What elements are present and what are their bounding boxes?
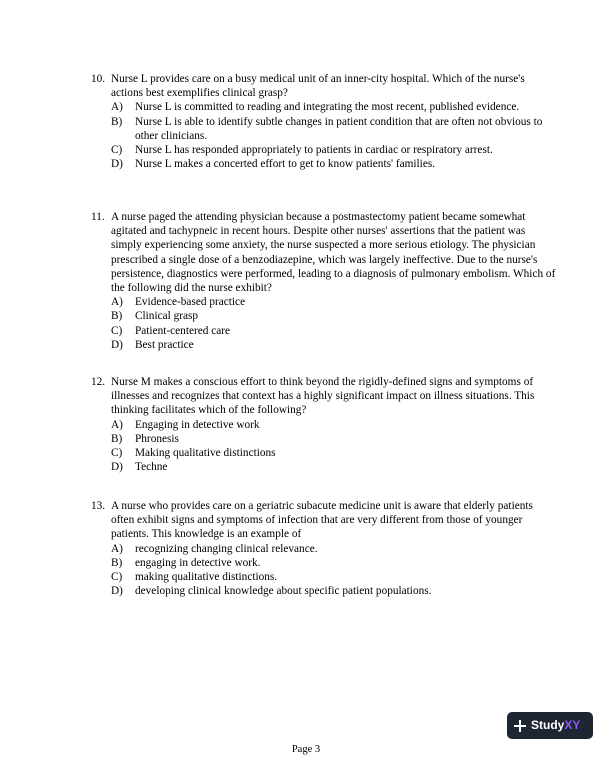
option-text: Best practice (135, 338, 194, 351)
option-text: developing clinical knowledge about specific patient populations. (135, 585, 432, 598)
question-text: Nurse L provides care on a busy medical unit of an inner-city hospital. Which of the nurse's actions best exemplifies clinical grasp? (111, 73, 525, 100)
option-letter: A) (111, 418, 123, 431)
question-number: 13. (91, 500, 106, 512)
question-text: A nurse who provides care on a geriatric subacute medicine unit is aware that elderly patients often exhibit signs and symptoms of infection that are very different from those of younger patients. This knowledge is an example of (111, 500, 533, 541)
option-text: Engaging in detective work (135, 418, 260, 431)
question-stem (91, 375, 556, 418)
question-11 (91, 210, 556, 352)
option-text: Techne (135, 461, 168, 474)
answer-options (91, 542, 556, 599)
option-letter: D) (111, 338, 123, 351)
option-text: Nurse L has responded appropriately to patients in cardiac or respiratory arrest. (135, 144, 493, 157)
answer-option-b (91, 556, 556, 570)
option-text: Nurse L is able to identify subtle changes in patient condition that are often not obvious to other clinicians. (135, 115, 543, 142)
answer-option-c (91, 324, 556, 338)
question-10 (91, 72, 556, 171)
answer-option-a (91, 100, 556, 114)
answer-option-d (91, 460, 556, 474)
question-13 (91, 499, 556, 598)
studyxy-logo[interactable] (507, 712, 593, 739)
option-letter: A) (111, 296, 123, 309)
plus-icon (514, 720, 526, 732)
option-letter: B) (111, 310, 123, 323)
option-letter: C) (111, 447, 123, 460)
option-letter: C) (111, 571, 123, 584)
question-stem (91, 210, 556, 295)
option-letter: D) (111, 158, 123, 171)
option-text: Nurse L is committed to reading and integrating the most recent, published evidence. (135, 101, 520, 114)
answer-option-c (91, 570, 556, 584)
answer-option-d (91, 338, 556, 352)
question-text: Nurse M makes a conscious effort to think beyond the rigidly-defined signs and symptoms of illnesses and recognizes that context has a highly significant impact on illness situations. This thinking facilitates which of the following? (111, 376, 535, 417)
answer-option-a (91, 418, 556, 432)
option-text: Evidence-based practice (135, 296, 246, 309)
option-text: Clinical grasp (135, 310, 199, 323)
logo-suffix: XY (564, 718, 581, 733)
option-text: recognizing changing clinical relevance. (135, 542, 318, 555)
answer-option-c (91, 143, 556, 157)
answer-option-a (91, 542, 556, 556)
option-text: Making qualitative distinctions (135, 447, 276, 460)
option-letter: C) (111, 324, 123, 337)
question-number: 12. (91, 376, 106, 388)
option-letter: B) (111, 556, 123, 569)
answer-option-b (91, 115, 556, 143)
option-letter: D) (111, 461, 123, 474)
question-stem (91, 72, 556, 100)
question-stem (91, 499, 556, 542)
question-12 (91, 375, 556, 474)
logo-prefix: Study (531, 718, 565, 733)
option-text: Patient-centered care (135, 324, 231, 337)
option-text: Nurse L makes a concerted effort to get to know patients' families. (135, 158, 436, 171)
option-text: engaging in detective work. (135, 556, 261, 569)
answer-option-d (91, 584, 556, 598)
answer-option-a (91, 295, 556, 309)
question-number: 11. (91, 211, 105, 223)
question-text: A nurse paged the attending physician because a postmastectomy patient became somewhat agitated and tachypneic in recent hours. Despite other nurses' assertions that the patient was simply experiencing some anxiety, the nurse suspected a more serious etiology. The physician prescribed a single dose of a benzodiazepine, which was largely ineffective. Due to the nurse's persistence, diagnostics were performed, leading to a diagnosis of pulmonary embolism. Which of the following did the nurse exhibit? (111, 211, 556, 295)
option-letter: B) (111, 115, 123, 128)
answer-options (91, 418, 556, 475)
option-letter: A) (111, 542, 123, 555)
page-number: Page 3 (291, 744, 321, 755)
option-letter: D) (111, 585, 123, 598)
option-letter: C) (111, 144, 123, 157)
answer-option-b (91, 309, 556, 323)
answer-options (91, 295, 556, 352)
option-text: Phronesis (135, 432, 179, 445)
question-number: 10. (91, 73, 106, 85)
option-text: making qualitative distinctions. (135, 571, 278, 584)
option-letter: B) (111, 432, 123, 445)
answer-option-d (91, 157, 556, 171)
answer-options (91, 100, 556, 171)
answer-option-c (91, 446, 556, 460)
option-letter: A) (111, 101, 123, 114)
answer-option-b (91, 432, 556, 446)
